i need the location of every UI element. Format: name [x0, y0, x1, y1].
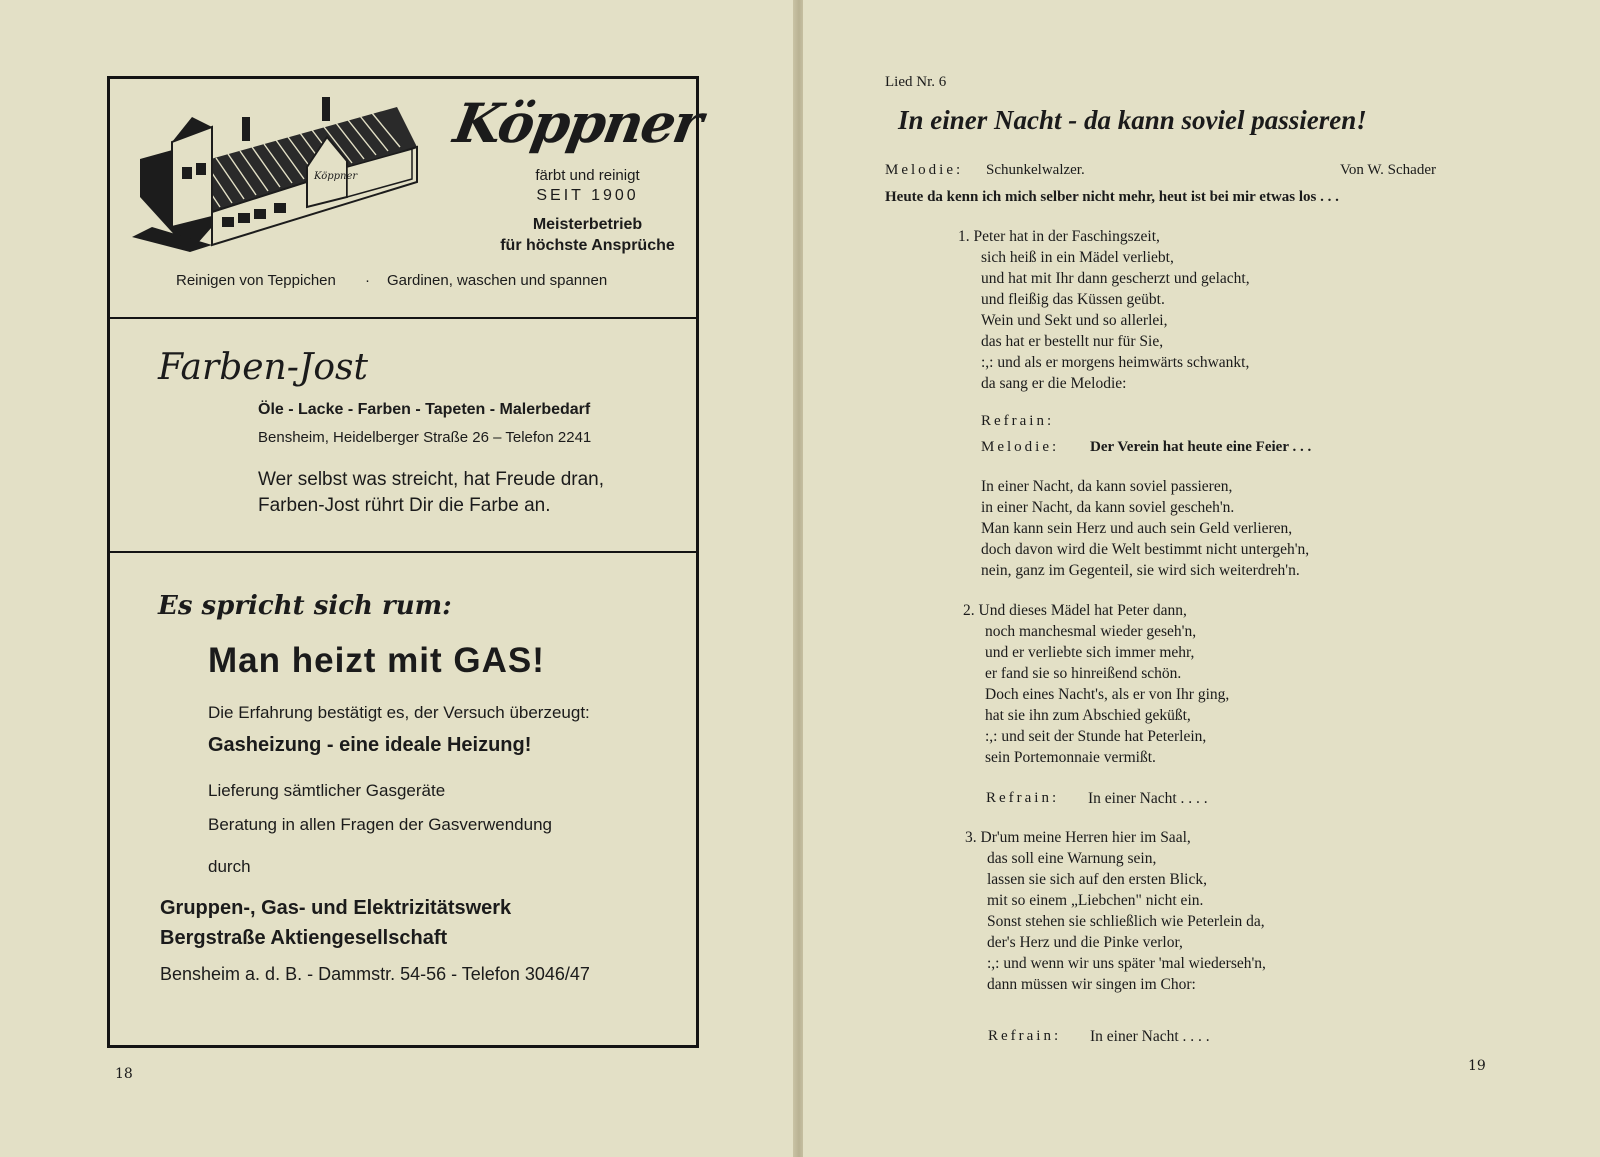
- farben-jost-slogan-2: Farben-Jost rührt Dir die Farbe an.: [258, 495, 551, 516]
- verse-line: :,: und als er morgens heimwärts schwankt,: [981, 354, 1250, 371]
- song-title: In einer Nacht - da kann soviel passieren!: [898, 105, 1367, 135]
- refrain-ref2-label: Refrain:: [988, 1028, 1062, 1044]
- gas-line-2: Gasheizung - eine ideale Heizung!: [208, 734, 532, 756]
- gas-company-2: Bergstraße Aktiengesellschaft: [160, 927, 448, 949]
- refrain-line: nein, ganz im Gegenteil, sie wird sich weiterdreh'n.: [981, 562, 1300, 579]
- verse-line: mit so einem „Liebchen" nicht ein.: [987, 892, 1204, 909]
- right-page: [803, 0, 1600, 1157]
- verse-line: und fleißig das Küssen geübt.: [981, 291, 1165, 308]
- melody-label: Melodie:: [885, 162, 964, 178]
- gas-company-1: Gruppen-, Gas- und Elektrizitätswerk: [160, 897, 512, 919]
- refrain-melody-value: Der Verein hat heute eine Feier . . .: [1090, 439, 1312, 455]
- gas-line-4: Beratung in allen Fragen der Gasverwendung: [208, 815, 552, 834]
- farben-jost-products: Öle - Lacke - Farben - Tapeten - Malerbedarf: [258, 401, 591, 418]
- building-sign-text: Köppner: [314, 171, 358, 182]
- ad-divider: [110, 317, 696, 319]
- verse-line: hat sie ihn zum Abschied geküßt,: [985, 707, 1191, 724]
- verse-line: und hat mit Ihr dann gescherzt und gelacht,: [981, 270, 1250, 287]
- farben-jost-slogan-1: Wer selbst was streicht, hat Freude dran,: [258, 469, 605, 490]
- intro-line: Heute da kenn ich mich selber nicht mehr, heut ist bei mir etwas los . . .: [885, 189, 1339, 205]
- author: Von W. Schader: [1340, 162, 1436, 178]
- verse-line: das soll eine Warnung sein,: [987, 850, 1157, 867]
- verse-line: :,: und seit der Stunde hat Peterlein,: [985, 728, 1207, 745]
- verse-line: Wein und Sekt und so allerlei,: [981, 312, 1168, 329]
- verse-line: 1. Peter hat in der Faschingszeit,: [958, 228, 1160, 245]
- verse-line: dann müssen wir singen im Chor:: [987, 976, 1196, 993]
- refrain-line: Man kann sein Herz und auch sein Geld verlieren,: [981, 520, 1293, 537]
- farben-jost-address: Bensheim, Heidelberger Straße 26 – Telefon 2241: [258, 429, 592, 446]
- verse-line: 2. Und dieses Mädel hat Peter dann,: [963, 602, 1187, 619]
- verse-line: Doch eines Nacht's, als er von Ihr ging,: [985, 686, 1230, 703]
- refrain-melody-label: Melodie:: [981, 439, 1060, 455]
- koeppner-logo: Köppner: [449, 91, 707, 155]
- verse-line: sich heiß in ein Mädel verliebt,: [981, 249, 1174, 266]
- gas-script-heading: Es spricht sich rum:: [158, 591, 452, 621]
- verse-line: lassen sie sich auf den ersten Blick,: [987, 871, 1207, 888]
- refrain-label: Refrain:: [981, 413, 1055, 429]
- ad-divider: [110, 551, 696, 553]
- gas-line-3: Lieferung sämtlicher Gasgeräte: [208, 781, 446, 800]
- verse-line: sein Portemonnaie vermißt.: [985, 749, 1156, 766]
- koeppner-tagline: färbt und reinigt: [535, 167, 640, 184]
- melody-value: Schunkelwalzer.: [986, 162, 1085, 178]
- koeppner-quality-2: für höchste Ansprüche: [500, 237, 675, 254]
- koeppner-services-left: Reinigen von Teppichen: [176, 272, 336, 289]
- gas-line-5: durch: [208, 857, 251, 876]
- koeppner-services-dot: ·: [365, 272, 370, 289]
- verse-line: :,: und wenn wir uns später 'mal wiederseh'n,: [987, 955, 1266, 972]
- verse-line: das hat er bestellt nur für Sie,: [981, 333, 1164, 350]
- refrain-line: in einer Nacht, da kann soviel gescheh'n.: [981, 499, 1235, 516]
- verse-line: Sonst stehen sie schließlich wie Peterlein da,: [987, 913, 1265, 930]
- refrain-ref-text: In einer Nacht . . . .: [1088, 790, 1208, 807]
- gas-headline: Man heizt mit GAS!: [208, 641, 545, 680]
- refrain-line: In einer Nacht, da kann soviel passieren,: [981, 478, 1233, 495]
- verse-line: noch manchesmal wieder geseh'n,: [985, 623, 1197, 640]
- koeppner-quality-1: Meisterbetrieb: [532, 216, 643, 233]
- song-label: Lied Nr. 6: [885, 74, 947, 90]
- gas-line-1: Die Erfahrung bestätigt es, der Versuch überzeugt:: [208, 703, 590, 722]
- verse-line: er fand sie so hinreißend schön.: [985, 665, 1182, 682]
- refrain-line: doch davon wird die Welt bestimmt nicht untergeh'n,: [981, 541, 1310, 558]
- verse-line: der's Herz und die Pinke verlor,: [987, 934, 1183, 951]
- verse-line: und er verliebte sich immer mehr,: [985, 644, 1195, 661]
- ad-frame: [107, 76, 707, 1048]
- left-page: [0, 0, 795, 1157]
- koeppner-since: SEIT 1900: [536, 187, 639, 204]
- verse-line: da sang er die Melodie:: [981, 375, 1127, 392]
- gas-address: Bensheim a. d. B. - Dammstr. 54-56 - Telefon 3046/47: [160, 964, 590, 984]
- verse-line: 3. Dr'um meine Herren hier im Saal,: [965, 829, 1191, 846]
- koeppner-services-right: Gardinen, waschen und spannen: [387, 272, 608, 289]
- farben-jost-logo: Farben-Jost: [158, 347, 368, 388]
- refrain-ref-label: Refrain:: [986, 790, 1060, 806]
- page-number-left: 18: [115, 1066, 133, 1082]
- page-number-right: 19: [1468, 1058, 1486, 1074]
- refrain-ref2-text: In einer Nacht . . . .: [1090, 1028, 1210, 1045]
